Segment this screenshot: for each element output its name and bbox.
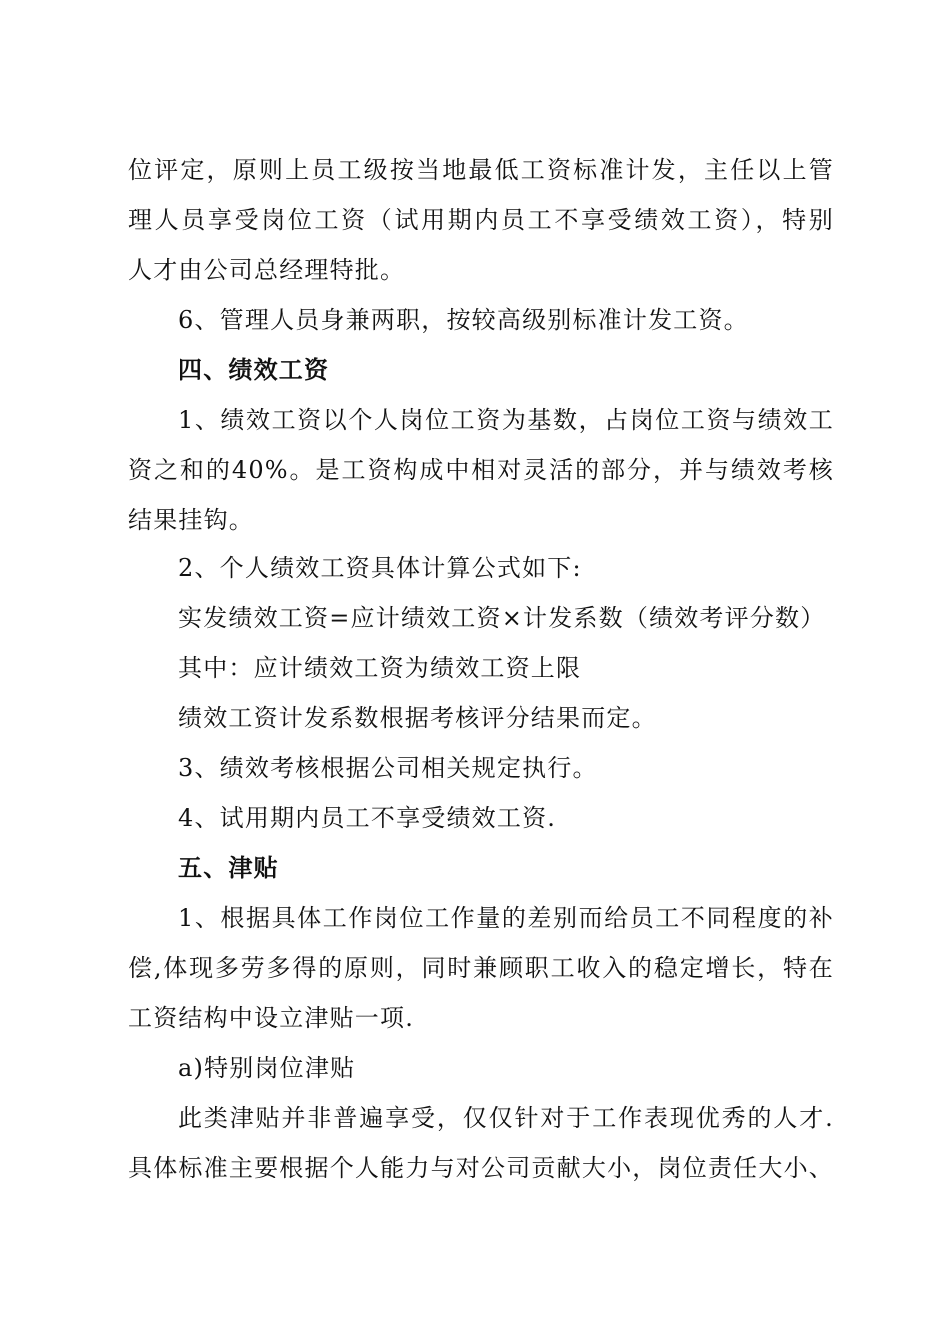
paragraph-line: 3、绩效考核根据公司相关规定执行。 [178,754,598,782]
paragraph-line: 理人员享受岗位工资（试用期内员工不享受绩效工资），特别 [128,206,834,234]
paragraph-line: 6、管理人员身兼两职，按较高级别标准计发工资。 [178,306,749,334]
paragraph-line: 结果挂钩。 [128,506,254,534]
paragraph-line: 绩效工资计发系数根据考核评分结果而定。 [178,704,657,732]
formula-line: 实发绩效工资=应计绩效工资×计发系数（绩效考评分数） [178,604,826,632]
paragraph-line: 位评定，原则上员工级按当地最低工资标准计发，主任以上管 [128,156,834,184]
paragraph-line: 1、绩效工资以个人岗位工资为基数，占岗位工资与绩效工 [178,406,834,434]
paragraph-line: 具体标准主要根据个人能力与对公司贡献大小，岗位责任大小、 [128,1154,834,1182]
paragraph-line: 偿,体现多劳多得的原则，同时兼顾职工收入的稳定增长，特在 [128,954,834,982]
paragraph-line: 工资结构中设立津贴一项. [128,1004,415,1032]
paragraph-line: 2、个人绩效工资具体计算公式如下: [178,554,582,582]
paragraph-line: 1、根据具体工作岗位工作量的差别而给员工不同程度的补 [178,904,834,932]
subsection-heading: a)特别岗位津贴 [178,1054,356,1082]
paragraph-line: 人才由公司总经理特批。 [128,256,406,284]
paragraph-line: 其中：应计绩效工资为绩效工资上限 [178,654,582,682]
paragraph-line: 此类津贴并非普遍享受，仅仅针对于工作表现优秀的人才. [178,1104,834,1132]
section-heading: 四、绩效工资 [178,355,330,384]
paragraph-line: 4、试用期内员工不享受绩效工资. [178,804,557,832]
section-heading: 五、津贴 [178,853,279,882]
paragraph-line: 资之和的40%。是工资构成中相对灵活的部分，并与绩效考核 [128,456,834,484]
